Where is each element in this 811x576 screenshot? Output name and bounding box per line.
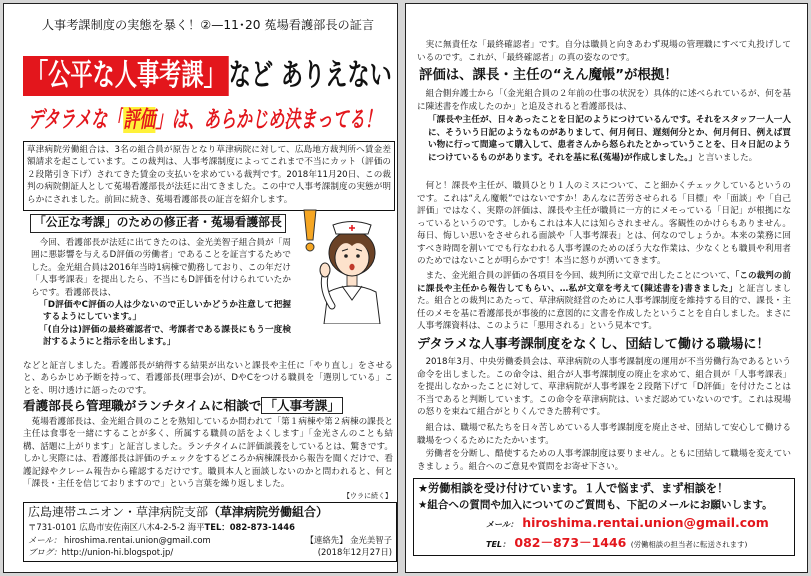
nurse-illustration-svg	[292, 206, 390, 324]
intro-box: 草津病院労働組合は、3名の組合員が原告となり草津病院に対して、広島地方裁判所へ賃金差額請求を起こしています。この裁判は、人事考課制度によってこれまで不当にカット（評価の２段階引き下げ）されてきた賃金の支払いを求めている裁判です。2018年11月20日、この裁判の病院側証人として菟場看護部長が法廷に出てきました。この中で人事考課制度の実態が明らかにされました。前回に続き、菟場看護部長の証言を紹介します。	[23, 141, 395, 211]
mail-address: hiroshima.rentai.union@gmail.com	[61, 534, 211, 545]
right-page	[405, 3, 808, 573]
section1-paragraph2: などと証言しました。看護部長が納得する結果が出ないと課長や主任に「やり直し」をさせると、あらかじめ予断を持って、看護部長(理事会)が、DやCをつける職員を「選別している」ことを、明け透けに語ったのです。	[23, 361, 393, 396]
headline-rest: など ありえない	[228, 58, 392, 93]
tel-label: TEL：	[204, 522, 230, 532]
subheadline-pre: デタラメな「	[28, 107, 124, 133]
blog-line	[28, 546, 392, 559]
consultation-tel-label: TEL：	[486, 540, 511, 549]
mail-line	[28, 534, 392, 547]
section2-paragraph: 菟場看護部長は、金光組合員のことを熟知しているか問われて「第１病棟や第２病棟の課長と主任は食事を一緒にすることが多く、所属する職員の話をよくします」「金光さんのことも結構、話題に上がります」と証言しました。ランチタイムに評価談義をしているとは、驚きです。しかし実際には、看護部長は評価のチェックをするどころか病棟課長から報告を聞くだけで、看護記録やクレーム報告から確認するだけです。職員本人と面談しないのかと問われると、何と「課長・主任を信じておりますので」という言葉を繰り返しました。	[23, 417, 393, 490]
subheadline-text	[28, 104, 392, 136]
consultation-mail-line	[418, 513, 790, 534]
right-paragraph7: 労働者を分断し、酷使するための人事考課制度は要りません。ともに団結して職場を変えていきましょう。組合へのご意見や質問をお寄せ下さい。	[417, 449, 791, 472]
nurse-illustration	[292, 206, 390, 324]
contact-label: 【連絡先】	[305, 534, 348, 545]
right-paragraph4-pre: また、金光組合員の評価の各項目を今回、裁判所に文章で出したことについて、	[425, 271, 736, 281]
blog-url: http://union-hi.blogspot.jp/	[61, 547, 174, 558]
right-paragraph4-post: と証言しました。組合との裁判にあたって、草津病院経営のために人事考課制度を維持する目的で、課長・主任のメモを基に看護部長が事後的に意図的に文書を作成したということを自白しました。まさに人事考課資料は、このように「悪用される」という見本です。	[417, 283, 791, 331]
exclamation-mark	[304, 210, 316, 251]
headline-text	[23, 56, 393, 96]
union-subname: （草津病院労働組合）	[208, 505, 329, 519]
section2-heading-boxed: 「人事考課」	[261, 397, 343, 414]
series-title: 人事考課制度の実態を暴く！②—11･20 菟場看護部長の証言	[41, 18, 375, 32]
headline-banner	[23, 56, 395, 102]
section2-heading	[23, 397, 395, 415]
right-paragraph2: 組合側弁護士から「（金光組合員の２年前の仕事の状況を）具体的に述べられているが、何を基に陳述書を作成したのか」と追及されると看護部長は、	[417, 89, 791, 112]
blog-label: ブログ：	[28, 547, 62, 558]
left-page	[3, 3, 398, 573]
contact-group	[306, 534, 392, 547]
address-line	[28, 521, 392, 534]
right-paragraph6: 組合は、職場で私たちを日々苦しめている人事考課制度を廃止させ、団結して安心して働ける職場をつくるためにたたかいます。	[417, 423, 791, 446]
union-name: 広島連帯ユニオン・草津病院支部	[28, 505, 209, 519]
right-paragraph1: 実に無責任な「最終確認者」です。自分は職員と向きあわず現場の管理職にすべて丸投げしているのです。これが、「最終確認者」の真の姿なのです。	[417, 40, 791, 63]
right-paragraph4-quote: 「この裁判の前に課長や主任から報告してもらい、…私が文章を考えて(陳述書を)書きました」	[417, 271, 791, 294]
right-paragraph5: 2018年3月、中央労働委員会は、草津病院の人事考課制度の運用が不当労働行為であるという命令を出しました。この命令は、組合が人事考課制度の廃止を求めて、組合員が「人事考課表」を提出しなかったことに対して、草津病院が人事考課を２段階下げて「D評価」を付けたことは不当であると判断しています。この命令を草津病院は、いまだ認めていないのです。これは現場の怒りを束ねて組合がとりくんできた勝利です。	[417, 357, 791, 417]
consultation-tel-number: 082－873－1446	[510, 535, 631, 550]
nurse-figure	[320, 222, 380, 325]
right-heading1: 評価は、課長・主任の“えん魔帳”が根拠！	[419, 68, 678, 83]
section1-text-block	[31, 237, 291, 359]
contact-person: 金光美智子	[350, 534, 392, 545]
right-paragraph4	[417, 270, 791, 334]
right-quote-post: と言いました。	[697, 152, 758, 163]
postal-address: 〒731-0101 広島市安佐南区八木4-2-5-2 海平	[28, 522, 205, 532]
consultation-box	[413, 478, 795, 556]
right-heading2: デタラメな人事考課制度をなくし、団結して働ける職場に！	[417, 337, 770, 352]
union-name-line	[28, 504, 392, 521]
section2-heading-text: 看護部長ら管理職がランチタイムに相談で	[23, 398, 262, 413]
consultation-line1: ★労働相談を受け付けています。１人で悩まず、まず相談を！	[418, 482, 729, 495]
subheadline-highlight: 評価	[123, 107, 156, 133]
right-quote: 「課長や主任が、日々あったことを日記のようにつけているんです。それをスタッフ一人一人に、そういう日記のようなものがありまして、何月何日、遅刻何分とか、何月何日、例えば買い物に行って間違って購入して、患者さんから怒られたとかっていうことを、日々日記のようにつけているものがあります。それを基に私(菟場)が作成しました。」	[428, 115, 791, 163]
section1-heading: 「公正な考課」のための修正者・菟場看護部長	[30, 214, 286, 233]
section1-quote1: 「D評価やC評価の人は少ないので正しいかどうか注意して把握するようにしています。」	[39, 300, 291, 323]
subheadline	[28, 104, 396, 138]
subheadline-post: 」は、あらかじめ決まってる！	[155, 107, 381, 133]
right-quote-block	[428, 114, 791, 178]
issue-date: (2018年12月27日)	[317, 547, 392, 558]
section1-paragraph1: 今回、看護部長が法廷に出てきたのは、金光美智子組合員が「周囲に悪影響を与えるD評価の労働者」であることを証言するためでした。金光組合員は2016年当時1病棟で勤務しており、この年だけ「人事考課表」を提出したら、不当にもD評価を付けられていたからです。看護部長は、	[31, 238, 291, 298]
mail-label: メール：	[28, 534, 62, 545]
mail-group	[28, 534, 211, 547]
consultation-line2: ★組合への質問や加入についてのご質問も、下記のメールにお願いします。	[418, 499, 773, 511]
right-paragraph3: 何と！課長や主任が、職員ひとり１人のミスについて、こと細かくチェックしているというのです。これは“えん魔帳”ではないですか！あんなに苦労させられる「目標」や「面談」や「自己評価」ではなく、実際の評価は、課長や主任が職員に一方的にメモっている「日記」が根拠になっているというのです。しかもこれは本人には知らされません。客観性のかけらもありません。毎日、悔しい思いをさせられる面談や「人事考課表」とは、何なのでしょうか。本来の業務に回すべき時間を割いてでも行なわれる人事考課のためのぼう大な作業は、少なくとも職員や利用者のためではないことが明らかです！本当に怒りが湧いてきます。	[417, 181, 791, 266]
continued-note: 【ウラに続く】	[343, 492, 392, 500]
headline-highlight: 「公平な人事考課」	[23, 56, 229, 96]
blog-group	[28, 546, 173, 559]
union-contact-footer	[23, 502, 397, 562]
consultation-tel-note: (労働相談の担当者に転送されます)	[630, 540, 748, 549]
section1-quote2: 「(自分は)評価の最終確認者で、考課者である課長にもう一度検討するようにと指示を出します。」	[39, 324, 291, 348]
consultation-mail-label: メール：	[486, 520, 518, 529]
consultation-tel-line	[418, 534, 790, 554]
tel-number: 082-873-1446	[229, 522, 295, 532]
consultation-mail-address: hiroshima.rentai.union@gmail.com	[517, 515, 769, 530]
